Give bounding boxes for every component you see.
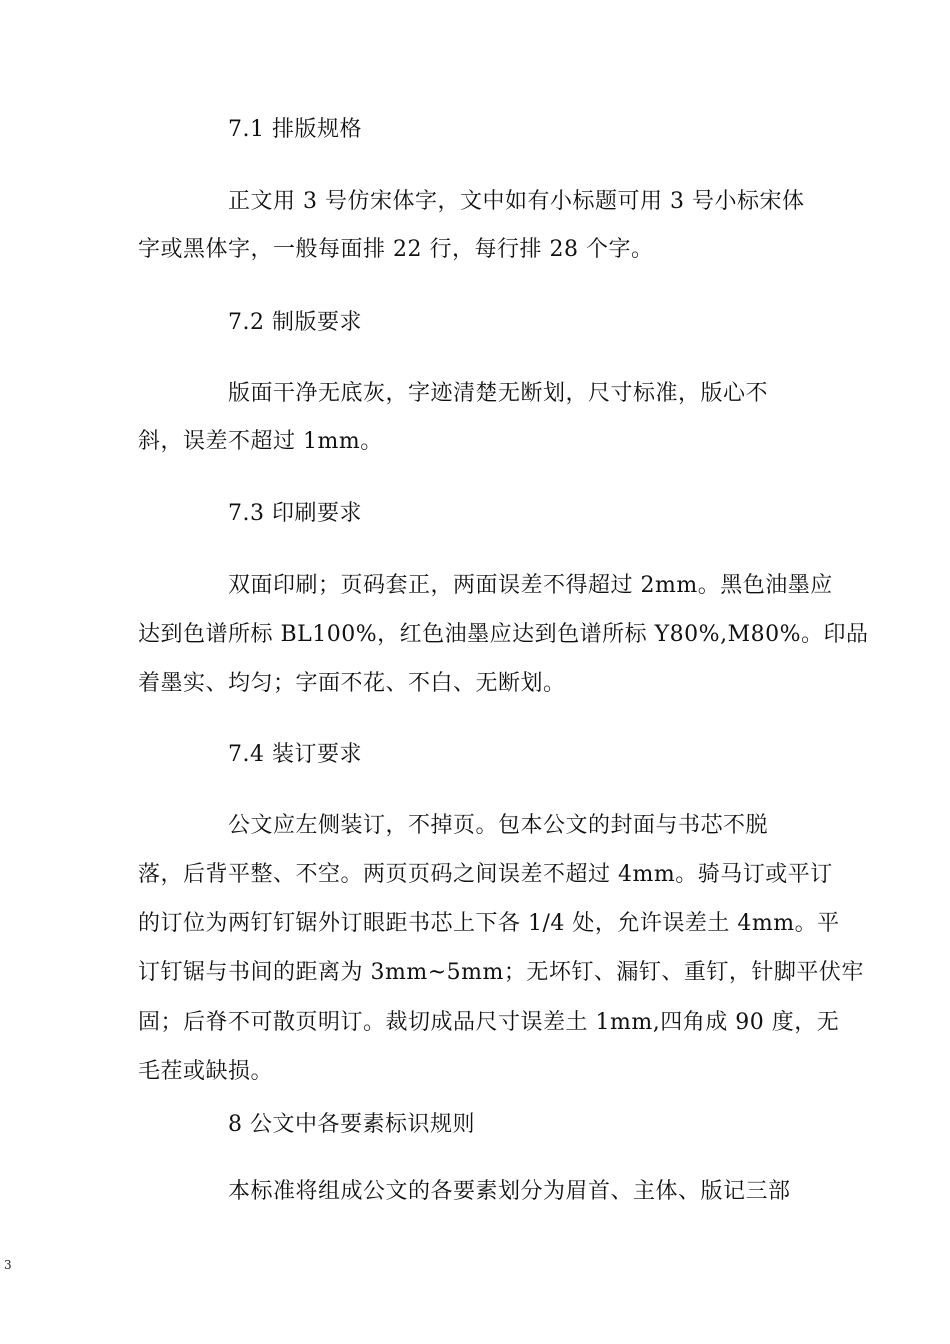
paragraph-line: 本标准将组成公文的各要素划分为眉首、主体、版记三部 [228,1179,791,1204]
paragraph-line: 的订位为两钉钉锯外订眼距书芯上下各 1/4 处，允许误差土 4mm。平 [138,911,840,936]
paragraph-line: 版面干净无底灰，字迹清楚无断划，尺寸标准，版心不 [228,381,769,406]
section-heading-8: 8 公文中各要素标识规则 [228,1112,475,1137]
paragraph-line: 字或黑体字，一般每面排 22 行，每行排 28 个字。 [138,237,654,262]
section-heading-7-3: 7.3 印刷要求 [228,501,362,526]
section-heading-7-1: 7.1 排版规格 [228,117,362,142]
paragraph-line: 着墨实、均匀；字面不花、不白、无断划。 [138,671,566,696]
page-number: 3 [4,1258,12,1272]
paragraph-line: 双面印刷；页码套正，两面误差不得超过 2mm。黑色油墨应 [228,573,833,598]
paragraph-line: 落，后背平整、不空。两页页码之间误差不超过 4mm。骑马订或平订 [138,862,833,887]
paragraph-line: 毛茬或缺损。 [138,1059,274,1084]
paragraph-line: 达到色谱所标 BL100%，红色油墨应达到色谱所标 Y80%,M80%。印品 [138,622,869,647]
section-heading-7-2: 7.2 制版要求 [228,310,362,335]
section-heading-7-4: 7.4 装订要求 [228,742,362,767]
paragraph-line: 斜，误差不超过 1mm。 [138,429,383,454]
paragraph-line: 公文应左侧装订，不掉页。包本公文的封面与书芯不脱 [228,813,769,838]
paragraph-line: 正文用 3 号仿宋体字，文中如有小标题可用 3 号小标宋体 [228,189,805,214]
paragraph-line: 订钉锯与书间的距离为 3mm~5mm；无坏钉、漏钉、重钉，针脚平伏牢 [138,960,864,985]
paragraph-line: 固；后脊不可散页明订。裁切成品尺寸误差土 1mm,四角成 90 度，无 [138,1010,840,1035]
